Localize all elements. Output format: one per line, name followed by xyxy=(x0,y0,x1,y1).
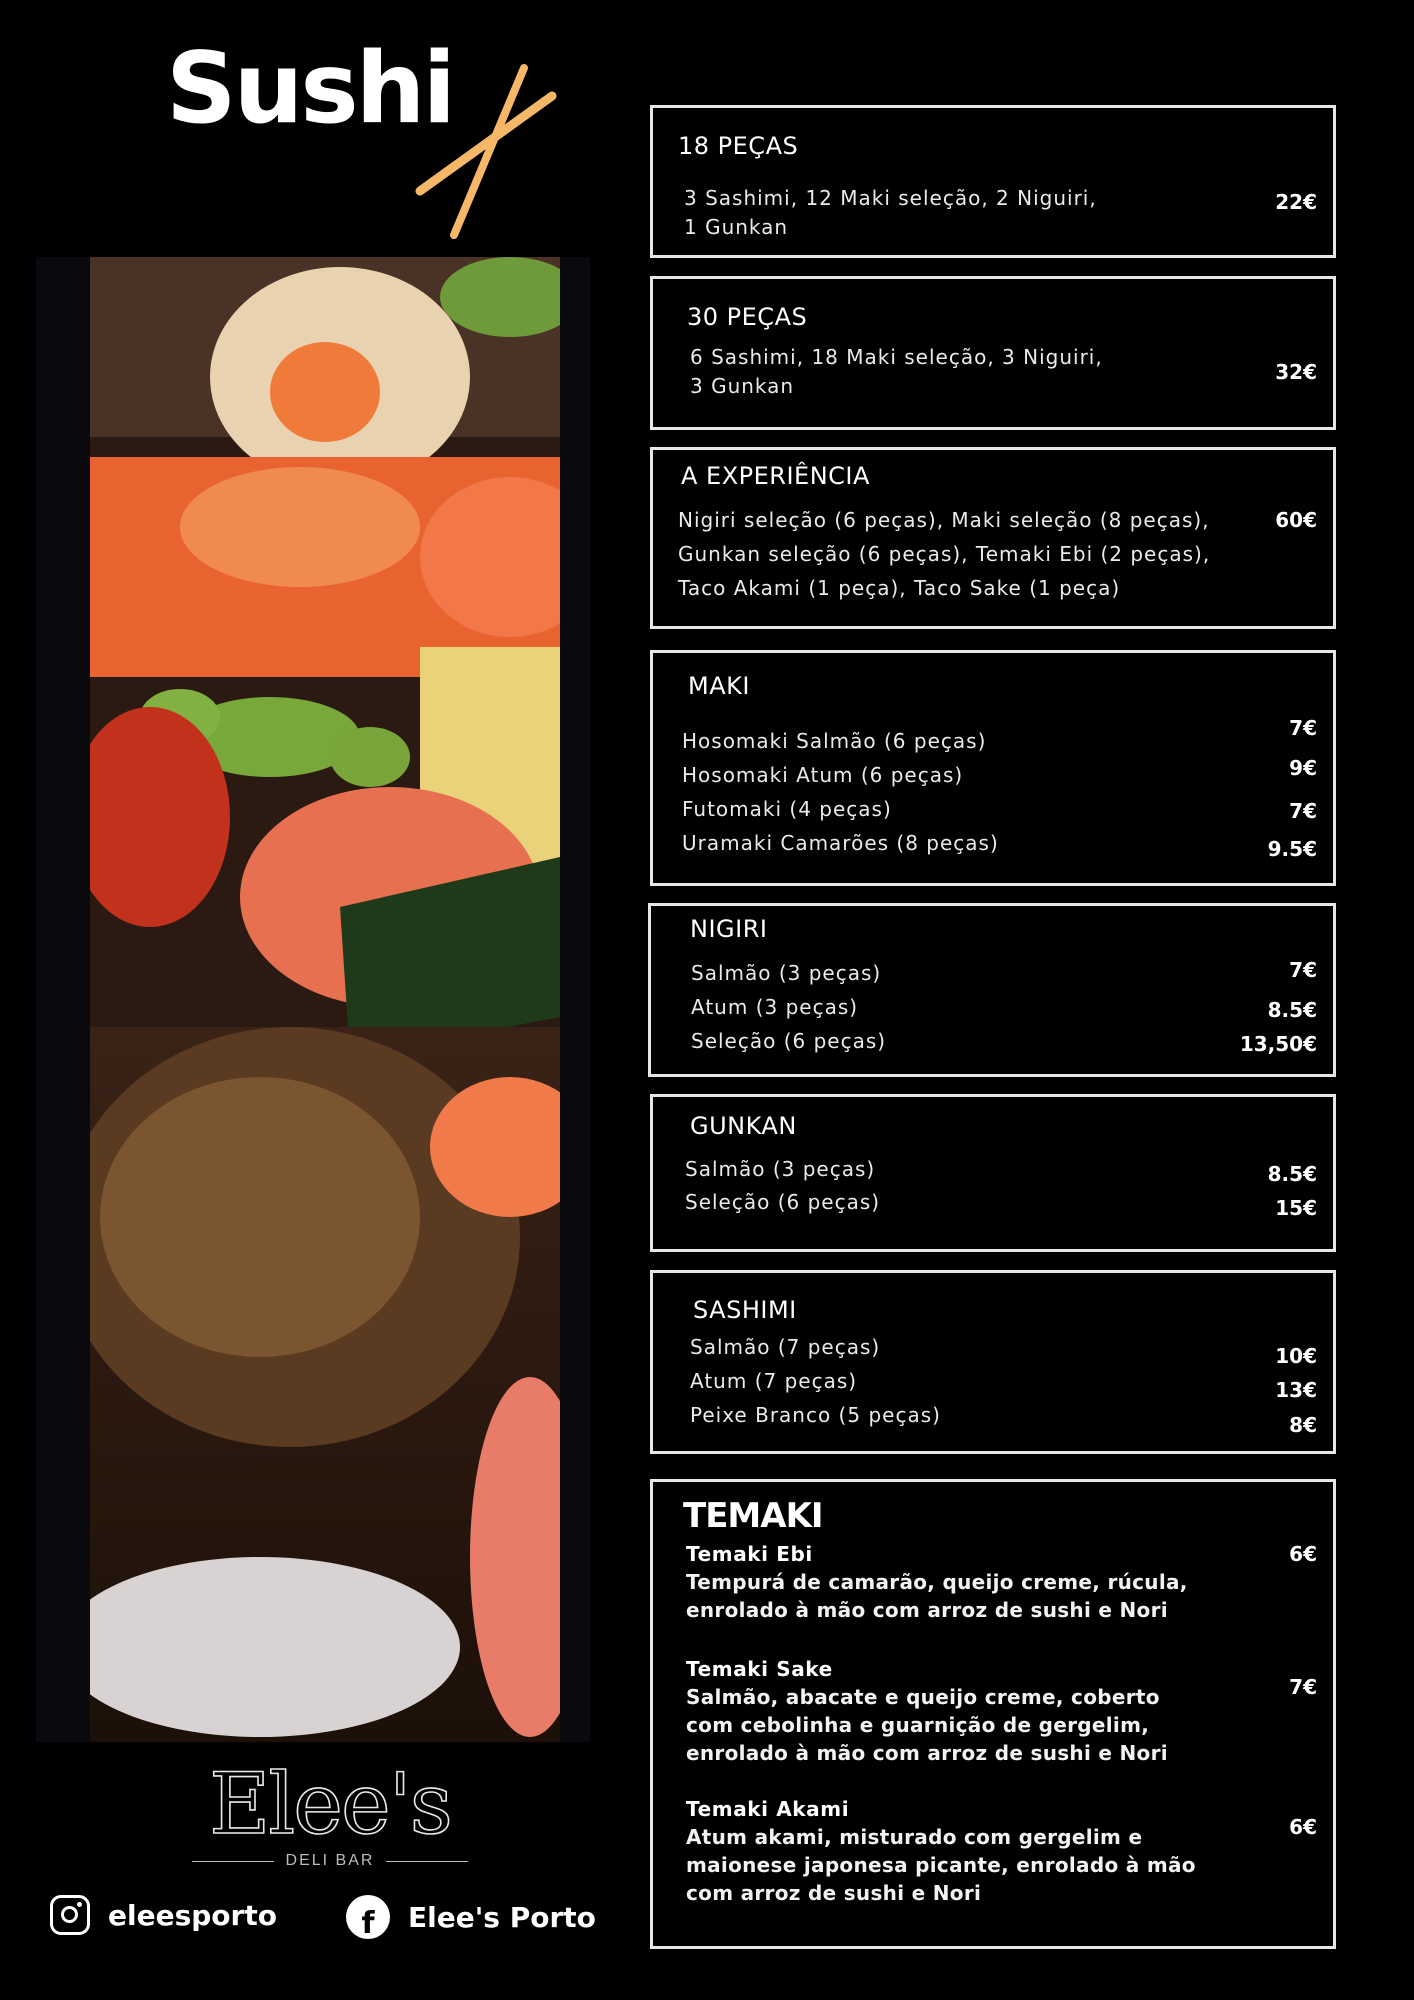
menu-line: Taco Akami (1 peça), Taco Sake (1 peça) xyxy=(678,576,1121,600)
menu-item-name: Salmão (7 peças) xyxy=(690,1335,881,1359)
facebook-link[interactable] xyxy=(346,1895,596,1939)
menu-line: 3 Gunkan xyxy=(690,374,795,398)
menu-item-description: Tempurá de camarão, queijo creme, rúcula, enrolado à mão com arroz de sushi e Nori xyxy=(686,1570,1188,1622)
section-18-pecas xyxy=(650,105,1336,258)
price: 32€ xyxy=(1275,360,1317,384)
chopsticks-icon xyxy=(280,50,580,240)
menu-item-name: Seleção (6 peças) xyxy=(691,1029,887,1053)
menu-line: 1 Gunkan xyxy=(684,215,789,239)
section-title: MAKI xyxy=(688,672,750,700)
menu-line: Nigiri seleção (6 peças), Maki seleção (8 peças), xyxy=(678,508,1210,532)
menu-item-name: Atum (3 peças) xyxy=(691,995,859,1019)
price: 6€ xyxy=(1289,1815,1317,1839)
price: 60€ xyxy=(1275,508,1317,532)
menu-line: Gunkan seleção (6 peças), Temaki Ebi (2 peças), xyxy=(678,542,1211,566)
divider xyxy=(386,1861,468,1862)
menu-item-name: Temaki Ebi xyxy=(686,1542,813,1566)
instagram-icon xyxy=(50,1895,90,1935)
menu-item-name: Hosomaki Salmão (6 peças) xyxy=(682,729,987,753)
price: 8€ xyxy=(1289,1413,1317,1437)
brand-logo xyxy=(190,1755,470,1882)
menu-item-name: Temaki Sake xyxy=(686,1657,833,1681)
sushi-photo xyxy=(36,257,590,1742)
price: 7€ xyxy=(1289,958,1317,982)
section-maki xyxy=(650,650,1336,886)
instagram-handle: eleesporto xyxy=(108,1898,277,1932)
sushi-logo xyxy=(150,32,550,240)
facebook-handle: Elee's Porto xyxy=(408,1900,596,1934)
brand-sub-row xyxy=(190,1852,470,1870)
section-title: NIGIRI xyxy=(690,915,768,943)
menu-item-name: Hosomaki Atum (6 peças) xyxy=(682,763,964,787)
menu-item-name: Salmão (3 peças) xyxy=(691,961,882,985)
menu-item-description: Atum akami, misturado com gergelim e maionese japonesa picante, enrolado à mão com arroz de sushi e Nori xyxy=(686,1825,1196,1905)
price: 8.5€ xyxy=(1267,998,1317,1022)
price: 9€ xyxy=(1289,756,1317,780)
section-title: 30 PEÇAS xyxy=(687,303,808,331)
price: 7€ xyxy=(1289,716,1317,740)
price: 13€ xyxy=(1275,1378,1317,1402)
section-title: 18 PEÇAS xyxy=(678,132,799,160)
section-30-pecas xyxy=(650,276,1336,430)
section-title: SASHIMI xyxy=(693,1296,797,1324)
brand-subtitle: DELI BAR xyxy=(285,1852,375,1869)
menu-line: 3 Sashimi, 12 Maki seleção, 2 Niguiri, xyxy=(684,186,1097,210)
section-nigiri xyxy=(648,903,1336,1077)
menu-item-name: Peixe Branco (5 peças) xyxy=(690,1403,941,1427)
menu-item-name: Temaki Akami xyxy=(686,1797,850,1821)
section-experiencia xyxy=(650,447,1336,629)
section-temaki xyxy=(650,1479,1336,1949)
menu-line: 6 Sashimi, 18 Maki seleção, 3 Niguiri, xyxy=(690,345,1103,369)
section-title: TEMAKI xyxy=(683,1496,823,1536)
menu-item-description: Salmão, abacate e queijo creme, coberto com cebolinha e guarnição de gergelim, enrolado à mão com arroz de sushi e Nori xyxy=(686,1685,1168,1765)
page-title: Sushi xyxy=(166,32,454,146)
section-title: GUNKAN xyxy=(690,1112,797,1140)
price: 7€ xyxy=(1289,1675,1317,1699)
price: 15€ xyxy=(1275,1196,1317,1220)
section-gunkan xyxy=(650,1094,1336,1252)
section-title: A EXPERIÊNCIA xyxy=(681,462,870,490)
menu-item-name: Salmão (3 peças) xyxy=(685,1157,876,1181)
price: 13,50€ xyxy=(1239,1032,1317,1056)
menu-item-name: Uramaki Camarões (8 peças) xyxy=(682,831,999,855)
price: 9.5€ xyxy=(1267,837,1317,861)
menu-item-name: Atum (7 peças) xyxy=(690,1369,858,1393)
facebook-icon: f xyxy=(346,1895,390,1939)
price: 7€ xyxy=(1289,799,1317,823)
instagram-link[interactable] xyxy=(50,1895,277,1935)
price: 8.5€ xyxy=(1267,1162,1317,1186)
menu-item-name: Futomaki (4 peças) xyxy=(682,797,892,821)
divider xyxy=(192,1861,274,1862)
menu-item-name: Seleção (6 peças) xyxy=(685,1190,881,1214)
section-sashimi xyxy=(650,1270,1336,1454)
price: 10€ xyxy=(1275,1344,1317,1368)
price: 6€ xyxy=(1289,1542,1317,1566)
brand-name: Elee's xyxy=(209,1755,451,1853)
price: 22€ xyxy=(1275,190,1317,214)
